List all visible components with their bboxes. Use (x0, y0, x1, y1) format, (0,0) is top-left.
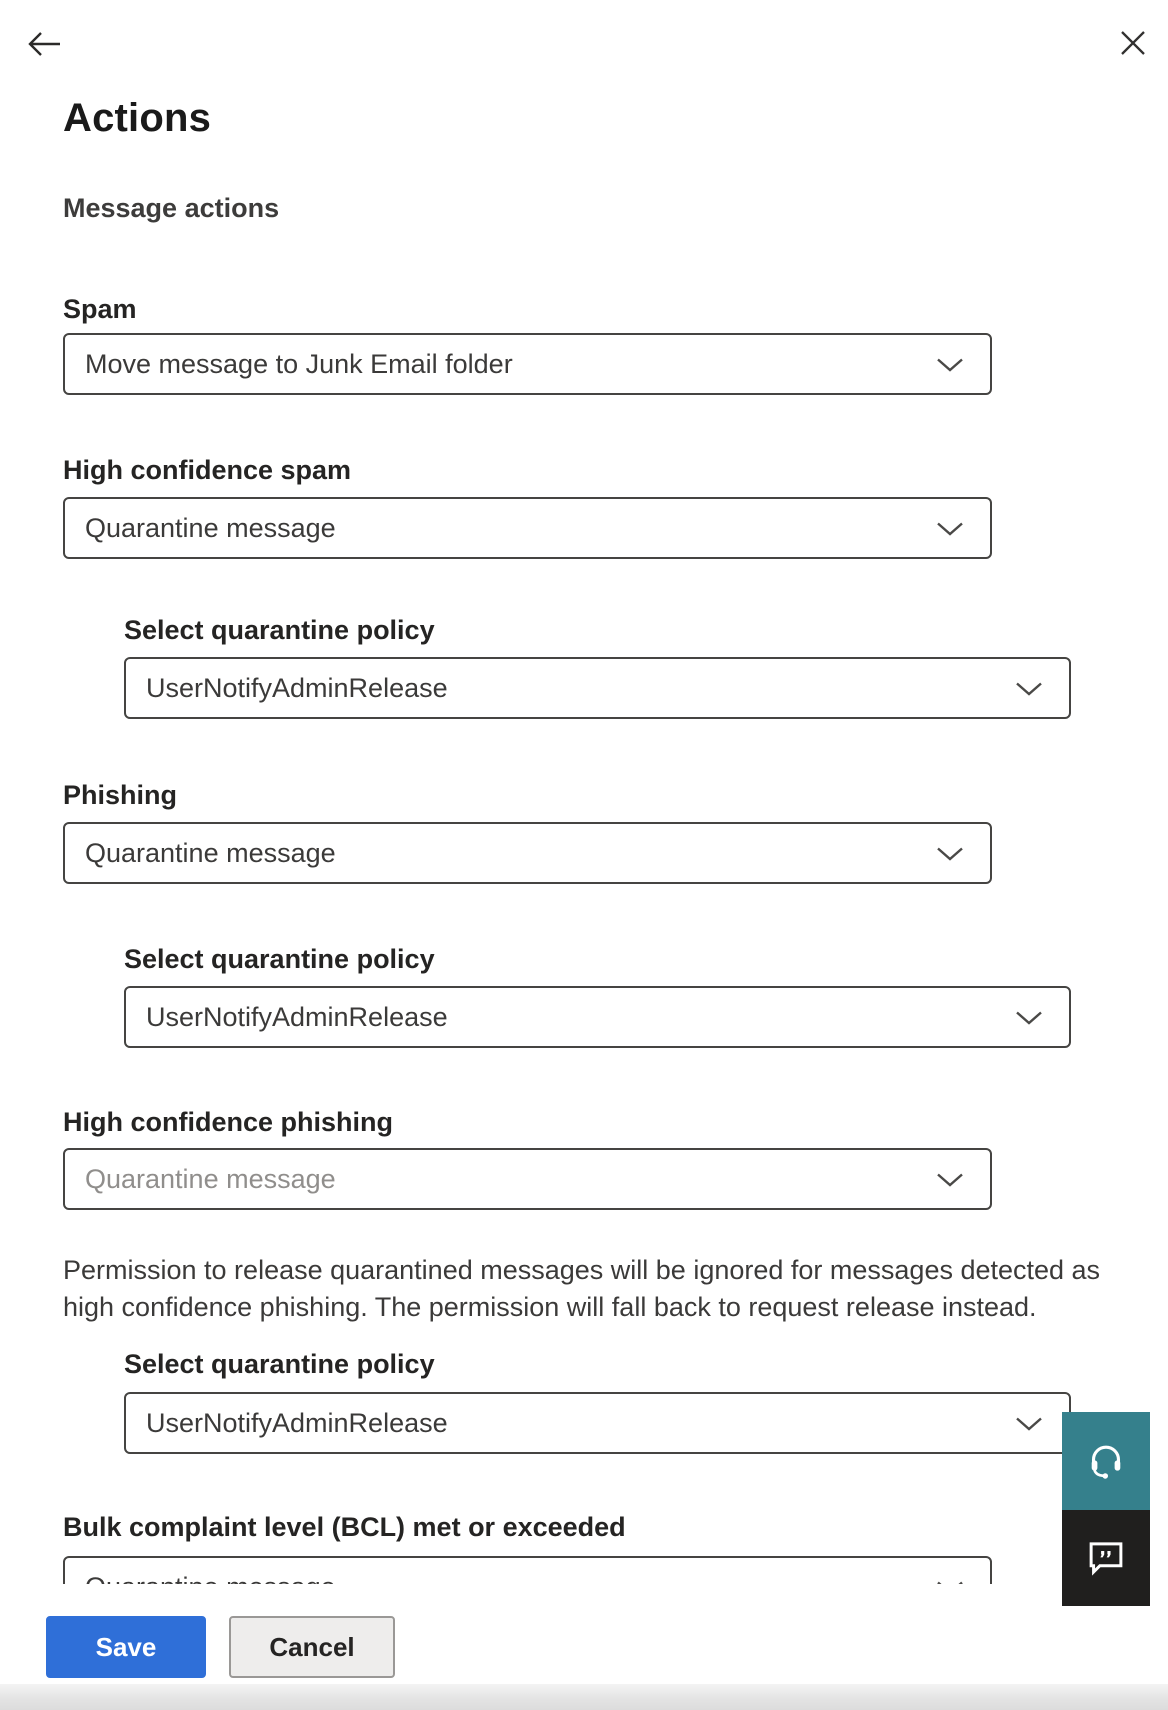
field-label-high-confidence-phishing: High confidence phishing (63, 1107, 393, 1137)
dropdown-quarantine-policy-1-value: UserNotifyAdminRelease (146, 672, 448, 703)
dropdown-high-confidence-spam-value: Quarantine message (85, 512, 336, 543)
panel-bottom-shadow (0, 1684, 1168, 1710)
field-label-spam: Spam (63, 294, 137, 324)
close-icon (1120, 44, 1146, 59)
dropdown-quarantine-policy-3[interactable] (124, 1392, 1071, 1454)
chevron-down-icon (1015, 1408, 1043, 1439)
feedback-button[interactable] (1062, 1510, 1150, 1606)
dropdown-high-confidence-spam[interactable] (63, 497, 992, 559)
dropdown-spam[interactable] (63, 333, 992, 395)
feedback-icon (1085, 1536, 1127, 1581)
field-label-phishing: Phishing (63, 780, 177, 810)
arrow-left-icon (26, 47, 62, 62)
dropdown-quarantine-policy-2[interactable] (124, 986, 1071, 1048)
dropdown-quarantine-policy-3-value: UserNotifyAdminRelease (146, 1407, 448, 1438)
headset-icon (1084, 1438, 1128, 1485)
field-label-bcl: Bulk complaint level (BCL) met or exceeded (63, 1512, 626, 1542)
dropdown-high-confidence-phishing[interactable] (63, 1148, 992, 1210)
field-label-quarantine-policy-3: Select quarantine policy (124, 1349, 435, 1379)
dropdown-quarantine-policy-1[interactable] (124, 657, 1071, 719)
chevron-down-icon (1015, 1002, 1043, 1033)
chevron-down-icon (936, 349, 964, 380)
field-label-quarantine-policy-2: Select quarantine policy (124, 944, 435, 974)
back-button[interactable] (24, 28, 64, 62)
dropdown-phishing-value: Quarantine message (85, 837, 336, 868)
chevron-down-icon (936, 838, 964, 869)
dropdown-high-confidence-phishing-value: Quarantine message (85, 1163, 336, 1194)
page-title: Actions (63, 96, 212, 140)
close-button[interactable] (1118, 29, 1148, 59)
chevron-down-icon (1015, 673, 1043, 704)
chevron-down-icon (936, 513, 964, 544)
dropdown-spam-value: Move message to Junk Email folder (85, 348, 513, 379)
field-label-high-confidence-spam: High confidence spam (63, 455, 352, 485)
high-confidence-phishing-note: Permission to release quarantined messages will be ignored for messages detected as high confidence phishing. The permission will fall back to request release instead. (63, 1255, 1101, 1322)
section-heading: Message actions (63, 193, 280, 223)
cancel-button[interactable]: Cancel (229, 1616, 395, 1678)
dropdown-phishing[interactable] (63, 822, 992, 884)
chevron-down-icon (936, 1164, 964, 1195)
dropdown-quarantine-policy-2-value: UserNotifyAdminRelease (146, 1001, 448, 1032)
save-button[interactable]: Save (46, 1616, 206, 1678)
field-label-quarantine-policy-1: Select quarantine policy (124, 615, 435, 645)
help-button[interactable] (1062, 1412, 1150, 1510)
